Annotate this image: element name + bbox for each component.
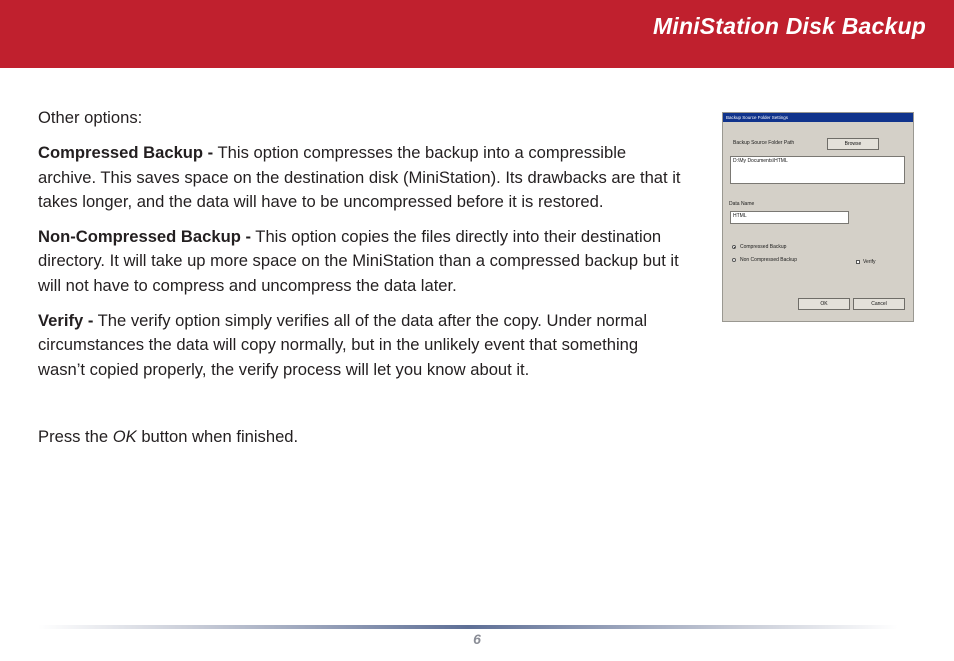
noncompressed-radio[interactable] <box>732 258 736 262</box>
footer-divider <box>38 625 898 629</box>
compressed-term: Compressed Backup - <box>38 143 214 163</box>
noncompressed-term: Non-Compressed Backup - <box>38 227 251 247</box>
data-name-label: Data Name <box>729 201 755 207</box>
header-banner <box>0 0 954 68</box>
backup-settings-dialog-screenshot <box>722 112 914 322</box>
press-after: button when finished. <box>136 426 299 446</box>
browse-button[interactable]: Browse <box>827 138 879 150</box>
compressed-paragraph <box>38 141 683 214</box>
verify-text: The verify option simply verifies all of the data after the copy. Under normal circumstances the data will copy normally, but in the unlikely event that something wasn’t copied properly, the verify process will let you know about it. <box>38 311 648 379</box>
verify-term: Verify - <box>38 311 94 331</box>
ok-emphasis: OK <box>112 426 137 446</box>
data-name-field[interactable]: HTML <box>730 211 849 224</box>
verify-checkbox[interactable] <box>856 260 860 264</box>
compressed-radio[interactable] <box>732 245 736 249</box>
source-path-label: Backup Source Folder Path <box>733 140 795 146</box>
cancel-button[interactable]: Cancel <box>853 298 905 310</box>
verify-paragraph <box>38 309 683 382</box>
dialog-titlebar: Backup Source Folder Settings <box>723 113 913 122</box>
ok-button[interactable]: OK <box>798 298 850 310</box>
body-text <box>38 106 683 460</box>
press-ok-paragraph <box>38 425 683 449</box>
page-title: MiniStation Disk Backup <box>653 13 926 39</box>
source-path-field[interactable]: D:\My Documents\HTML <box>730 156 905 184</box>
verify-checkbox-label: Verify <box>863 259 876 265</box>
page-number: 6 <box>473 631 481 647</box>
press-before: Press the <box>38 426 113 446</box>
intro-text: Other options: <box>38 108 143 127</box>
compressed-text: This option compresses the backup into a compressible archive. This saves space on the destination disk (MiniStation). Its drawbacks are that it takes longer, and the data will have to be uncompressed before it is restored. <box>38 143 681 211</box>
noncompressed-radio-label: Non Compressed Backup <box>740 257 797 263</box>
noncompressed-text: This option copies the files directly into their destination directory. It will take up more space on the MiniStation than a compressed backup but it will not have to compress and uncompress the data later. <box>38 227 679 295</box>
compressed-radio-label: Compressed Backup <box>740 244 787 250</box>
intro-paragraph <box>38 106 683 130</box>
noncompressed-paragraph <box>38 225 683 298</box>
